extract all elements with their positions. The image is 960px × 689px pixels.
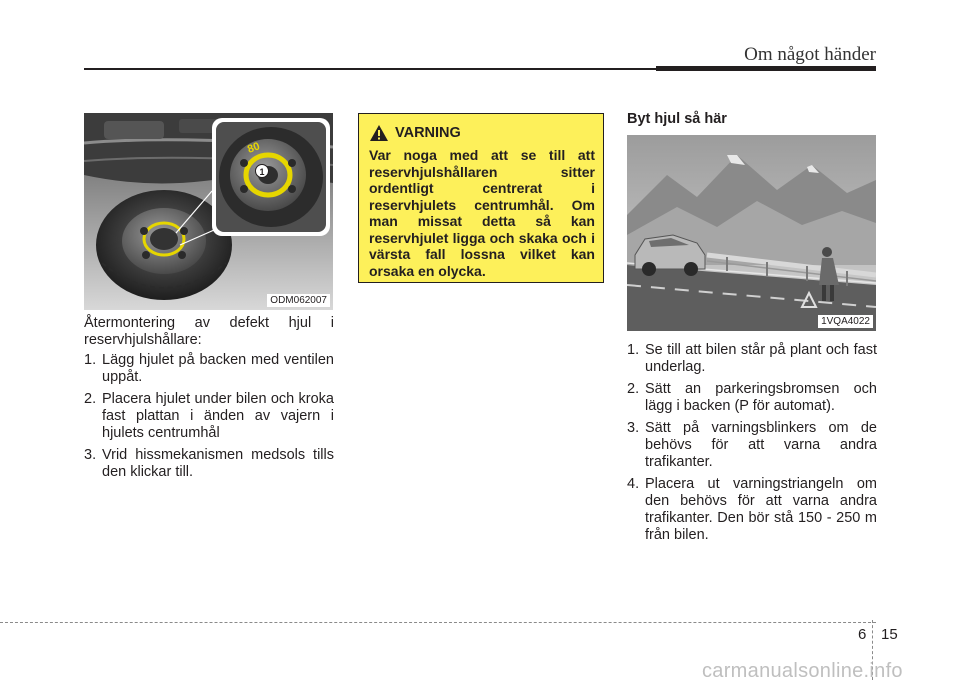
right-column-text [627, 342, 877, 549]
list-item: 2. Sätt an parkeringsbromsen och lägg i backen (P för automat). [627, 381, 877, 414]
right-column-heading: Byt hjul så här [627, 111, 727, 127]
image-code-left: ODM062007 [267, 294, 330, 307]
callout-number: 1 [259, 167, 265, 177]
list-item: 3. Vrid hissmekanismen medsols tills den klickar till. [84, 447, 334, 480]
roadside-photo [627, 135, 876, 331]
header-rule-accent [656, 66, 876, 71]
watermark[interactable]: carmanualsonline.info [702, 660, 903, 682]
list-item: 2. Placera hjulet under bilen och kroka fast plattan i änden av vajern i hjulets centrumhål [84, 391, 334, 441]
right-steps-list [627, 342, 877, 544]
spare-wheel-photo [84, 113, 333, 310]
list-item: 4. Placera ut varningstriangeln om den behövs för att varna andra trafikanter. Den bör stå 150 - 250 m från bilen. [627, 476, 877, 543]
footer-rule [0, 622, 876, 623]
warning-title: VARNING [395, 125, 461, 141]
spare-wheel-marking: 80 [245, 140, 262, 156]
image-code-right: 1VQA4022 [818, 315, 873, 328]
left-steps-list [84, 352, 334, 481]
section-title: Om något händer [744, 44, 876, 65]
list-item: 1. Lägg hjulet på backen med ventilen uppåt. [84, 352, 334, 385]
warning-box [358, 113, 604, 283]
intro-paragraph: Återmontering av defekt hjul i reservhjulshållare: [84, 315, 334, 348]
chapter-number: 6 [858, 626, 867, 643]
warning-triangle-icon [369, 124, 389, 142]
list-item: 1. Se till att bilen står på plant och fast underlag. [627, 342, 877, 375]
left-column-text [84, 315, 334, 486]
page-number: 15 [881, 626, 898, 643]
list-item: 3. Sätt på varningsblinkers om de behövs för att varna andra trafikanter. [627, 420, 877, 470]
warning-body: Var noga med att se till att reservhjulshållaren sitter ordentligt centrerat i reservhjulets centrumhål. Om man missat detta så kan reservhjulet ligga och skaka och i värsta fall lossna vilket kan orsaka en olycka. [369, 147, 595, 279]
